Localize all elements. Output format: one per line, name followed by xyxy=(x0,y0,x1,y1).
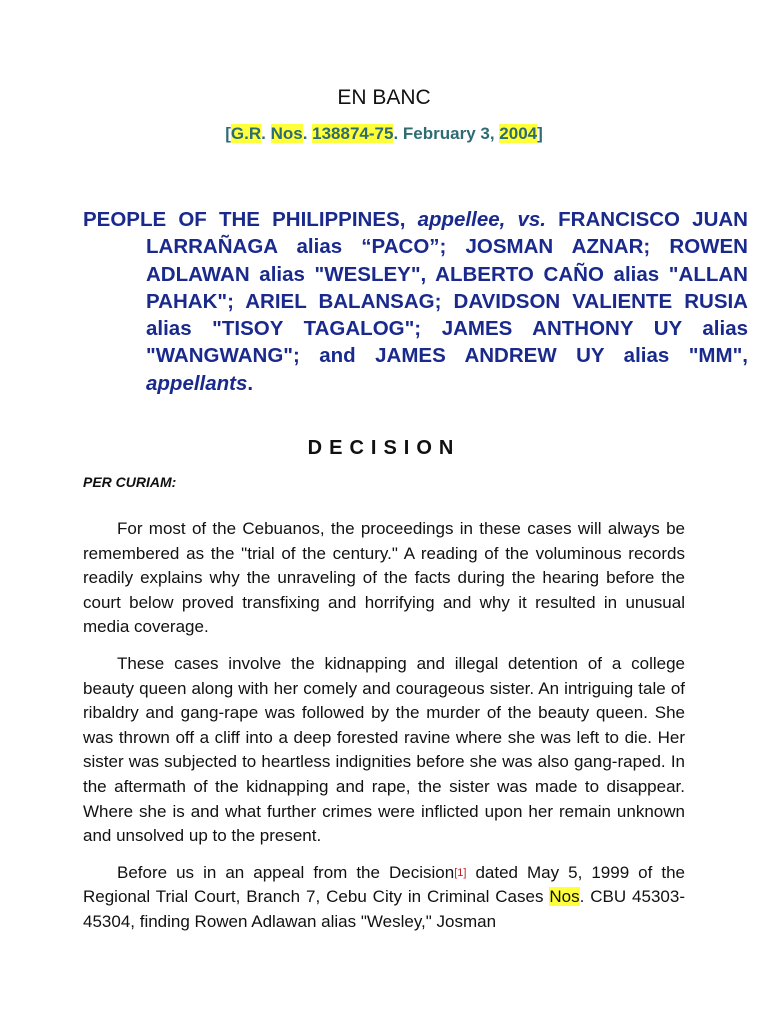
caption-appellants-parties: FRANCISCO JUAN LARRAÑAGA alias “PACO”; JOSMAN AZNAR; ROWEN ADLAWAN alias "WESLEY", ALBERTO CAÑO alias "ALLAN PAHAK"; ARIEL BALANSAG; DAVIDSON VALIENTE RUSIA alias "TISOY TAGALOG"; JAMES ANTHONY UY alias "WANGWANG"; and JAMES ANDREW UY alias "MM", xyxy=(146,208,748,368)
paragraph-3-text-a: Before us in an appeal from the Decision xyxy=(117,862,455,882)
per-curiam-label: PER CURIAM: xyxy=(83,474,177,490)
bracket-close: ] xyxy=(537,124,543,143)
paragraph-3-text-b: dated May 5, 1999 of the Regional Trial Court, Branch 7, Cebu City in Criminal Cases xyxy=(83,862,685,907)
caption-appellee-party: PEOPLE OF THE PHILIPPINES, xyxy=(83,208,418,231)
decision-body xyxy=(83,517,685,947)
gr-dot: . xyxy=(261,124,271,143)
paragraph-1: For most of the Cebuanos, the proceedings in these cases will always be remembered as the "trial of the century." A reading of the voluminous records readily explains why the unraveling of the facts during the hearing before the court below proved transfixing and horrifying and why it resulted in unusual media coverage. xyxy=(83,519,685,637)
caption-appellants-label: appellants xyxy=(146,371,248,395)
bracket-open: [ xyxy=(225,124,231,143)
decision-date: . February 3, xyxy=(393,124,500,143)
footnote-link-1[interactable]: [1] xyxy=(454,866,467,879)
case-number-line xyxy=(0,124,768,144)
decision-year: 2004 xyxy=(499,124,538,143)
paragraph-3 xyxy=(83,861,685,935)
nos-abbrev: Nos xyxy=(270,124,303,143)
paragraph-2: These cases involve the kidnapping and illegal detention of a college beauty queen along with her comely and courageous sister. An intriguing tale of ribaldry and gang-rape was followed by the murder of the beauty queen. She was thrown off a cliff into a deep forested ravine where she was left to die. Her sister was subjected to heartless indignities before she was also gang-raped. In the aftermath of the kidnapping and rape, the sister was made to disappear. Where she is and what further crimes were inflicted upon her remain unknown and unsolved up to the present. xyxy=(83,653,685,846)
caption-end: . xyxy=(247,371,254,395)
nos-highlight: Nos xyxy=(549,887,580,907)
decision-heading: DECISION xyxy=(307,437,461,459)
case-caption xyxy=(83,206,748,397)
paragraph-3-text-c: . CBU 45303-45304, finding Rowen Adlawan alias "Wesley," Josman xyxy=(83,887,685,931)
caption-appellee-label: appellee, vs. xyxy=(417,208,546,231)
gr-abbrev: G.R xyxy=(230,124,262,143)
gr-number: 138874-75 xyxy=(312,124,394,143)
court-division: EN BANC xyxy=(337,86,431,109)
nos-dot: . xyxy=(302,124,313,143)
